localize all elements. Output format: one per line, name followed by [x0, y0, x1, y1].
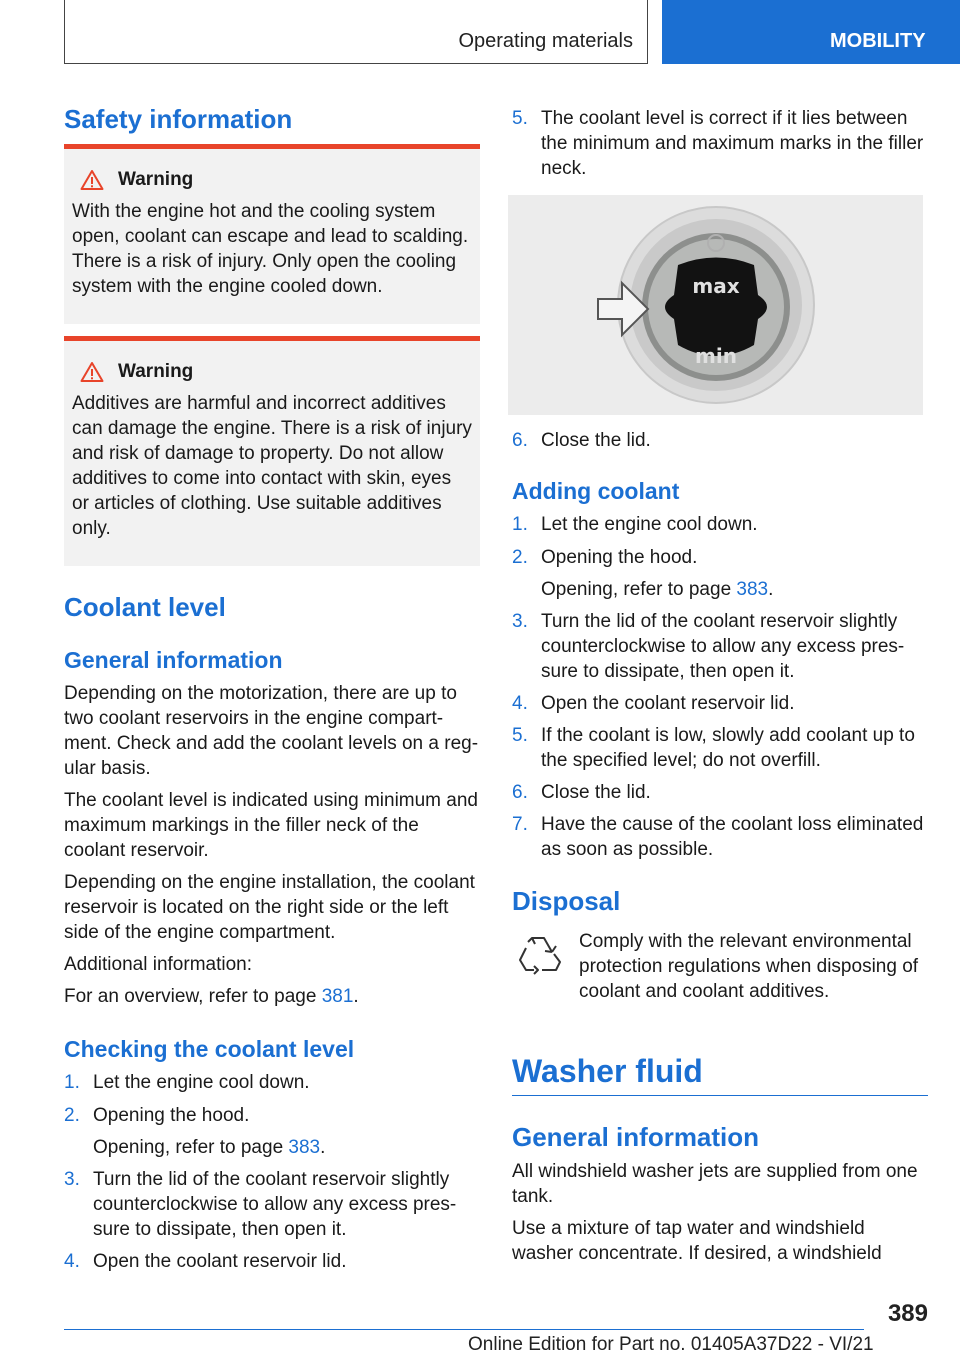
- header-section: Operating materials: [458, 30, 633, 52]
- safety-information-heading: Safety information: [64, 104, 293, 134]
- reference-period: .: [768, 579, 774, 600]
- coolant-filler-neck-illustration: [508, 195, 923, 415]
- page-number: 389: [887, 1300, 928, 1327]
- reference-text: Opening, refer to page: [541, 579, 737, 600]
- list-item: [64, 1103, 480, 1128]
- paragraph: Additional information:: [64, 954, 252, 975]
- list-item: [512, 812, 928, 862]
- list-item: [512, 428, 928, 453]
- paragraph: Use a mixture of tap water and windshield washer concentrate. If desired, a windshield: [512, 1218, 882, 1264]
- recycling-icon: [512, 930, 564, 986]
- step-number: 2.: [64, 1105, 80, 1126]
- step-number: 7.: [512, 814, 528, 835]
- reference-text: For an overview, refer to page: [64, 986, 322, 1007]
- page-reference: [541, 577, 773, 602]
- edition-note: Online Edition for Part no. 01405A37D22 - VI/21: [468, 1334, 874, 1355]
- general-information-body: [64, 681, 480, 1009]
- step-text: Let the engine cool down.: [541, 514, 758, 535]
- paragraph: All windshield washer jets are supplied from one tank.: [512, 1161, 918, 1207]
- step-number: 1.: [64, 1072, 80, 1093]
- step-text: The coolant level is correct if it lies between the minimum and maximum marks in the filler neck.: [541, 108, 924, 179]
- paragraph: Comply with the relevant environmental protection regulations when disposing of coolant and coolant additives.: [579, 931, 919, 1002]
- warning-title: Warning: [118, 361, 194, 382]
- warning-title: Warning: [118, 169, 194, 190]
- paragraph: Depending on the motorization, there are up to two coolant reservoirs in the engine compart‐ment. Check and add the coolant levels on a reg‐ular basis.: [64, 683, 479, 779]
- section-divider: [512, 1095, 928, 1096]
- list-item: [512, 106, 928, 181]
- list-item: [512, 512, 928, 537]
- reference-period: .: [320, 1137, 326, 1158]
- step-text: Open the coolant reservoir lid.: [541, 693, 795, 714]
- list-item: [512, 691, 928, 716]
- list-item: [512, 780, 928, 805]
- list-item: [512, 609, 928, 684]
- warning-text: With the engine hot and the cooling system open, coolant can escape and lead to scalding. There is a risk of injury. Only open the cooling system with the engine cooled down.: [72, 201, 469, 297]
- warning-triangle-icon: [80, 361, 104, 383]
- min-mark-label: min: [695, 344, 737, 368]
- coolant-level-heading: Coolant level: [64, 592, 226, 622]
- step-text: Have the cause of the coolant loss eliminated as soon as possible.: [541, 814, 924, 860]
- step-text: Let the engine cool down.: [93, 1072, 310, 1093]
- warning-box-2: [64, 336, 480, 566]
- step-number: 2.: [512, 547, 528, 568]
- page-reference: [64, 984, 480, 1009]
- list-item: [64, 1249, 480, 1274]
- paragraph: The coolant level is indicated using minimum and maximum markings in the filler neck of the coolant reservoir.: [64, 790, 478, 861]
- step-text: If the coolant is low, slowly add coolant up to the specified level; do not overfill.: [541, 725, 915, 771]
- disposal-heading: Disposal: [512, 886, 621, 916]
- step-number: 3.: [512, 611, 528, 632]
- step-text: Turn the lid of the coolant reservoir slightly counterclockwise to allow any excess pres‐sure to dissipate, then open it.: [541, 611, 905, 682]
- list-item: [64, 1070, 480, 1095]
- step-number: 4.: [512, 693, 528, 714]
- warning-box-1: [64, 144, 480, 324]
- step-number: 6.: [512, 782, 528, 803]
- step-number: 3.: [64, 1169, 80, 1190]
- warning-triangle-icon: [80, 169, 104, 191]
- disposal-body: [579, 929, 929, 1004]
- list-item: [512, 723, 928, 773]
- reference-period: .: [353, 986, 359, 1007]
- step-number: 6.: [512, 430, 528, 451]
- washer-general-body: [512, 1159, 928, 1266]
- filler-neck-figure: [508, 195, 923, 415]
- step-text: Opening the hood.: [93, 1105, 250, 1126]
- paragraph: Depending on the engine installation, the coolant reservoir is located on the right side or the left side of the engine compartment.: [64, 872, 475, 943]
- step-text: Close the lid.: [541, 430, 651, 451]
- header-chapter-tab[interactable]: MOBILITY: [662, 0, 960, 64]
- step-number: 5.: [512, 108, 528, 129]
- list-item: [512, 545, 928, 570]
- page-link[interactable]: 383: [736, 579, 769, 600]
- page-link[interactable]: 381: [321, 986, 354, 1007]
- step-number: 4.: [64, 1251, 80, 1272]
- washer-fluid-heading: Washer fluid: [512, 1053, 703, 1089]
- checking-coolant-heading: Checking the coolant level: [64, 1036, 355, 1062]
- step-text: Opening the hood.: [541, 547, 698, 568]
- general-information-heading: General information: [64, 647, 283, 673]
- list-item: [64, 1167, 480, 1242]
- step-number: 5.: [512, 725, 528, 746]
- step-text: Turn the lid of the coolant reservoir slightly counterclockwise to allow any excess pres‐sure to dissipate, then open it.: [93, 1169, 457, 1240]
- reference-text: Opening, refer to page: [93, 1137, 289, 1158]
- adding-coolant-heading: Adding coolant: [512, 478, 680, 504]
- header-box: [64, 0, 648, 64]
- washer-general-information-heading: General information: [512, 1122, 760, 1152]
- warning-text: Additives are harmful and incorrect additives can damage the engine. There is a risk of injury and risk of damage to property. Do not allow additives to come into contact with skin, eyes or articles of clothing. Use suitable additives only.: [72, 393, 472, 539]
- step-text: Close the lid.: [541, 782, 651, 803]
- step-number: 1.: [512, 514, 528, 535]
- step-text: Open the coolant reservoir lid.: [93, 1251, 347, 1272]
- page-link[interactable]: 383: [288, 1137, 321, 1158]
- max-mark-label: max: [692, 274, 740, 298]
- footer-divider: [64, 1329, 864, 1330]
- page-reference: [93, 1135, 325, 1160]
